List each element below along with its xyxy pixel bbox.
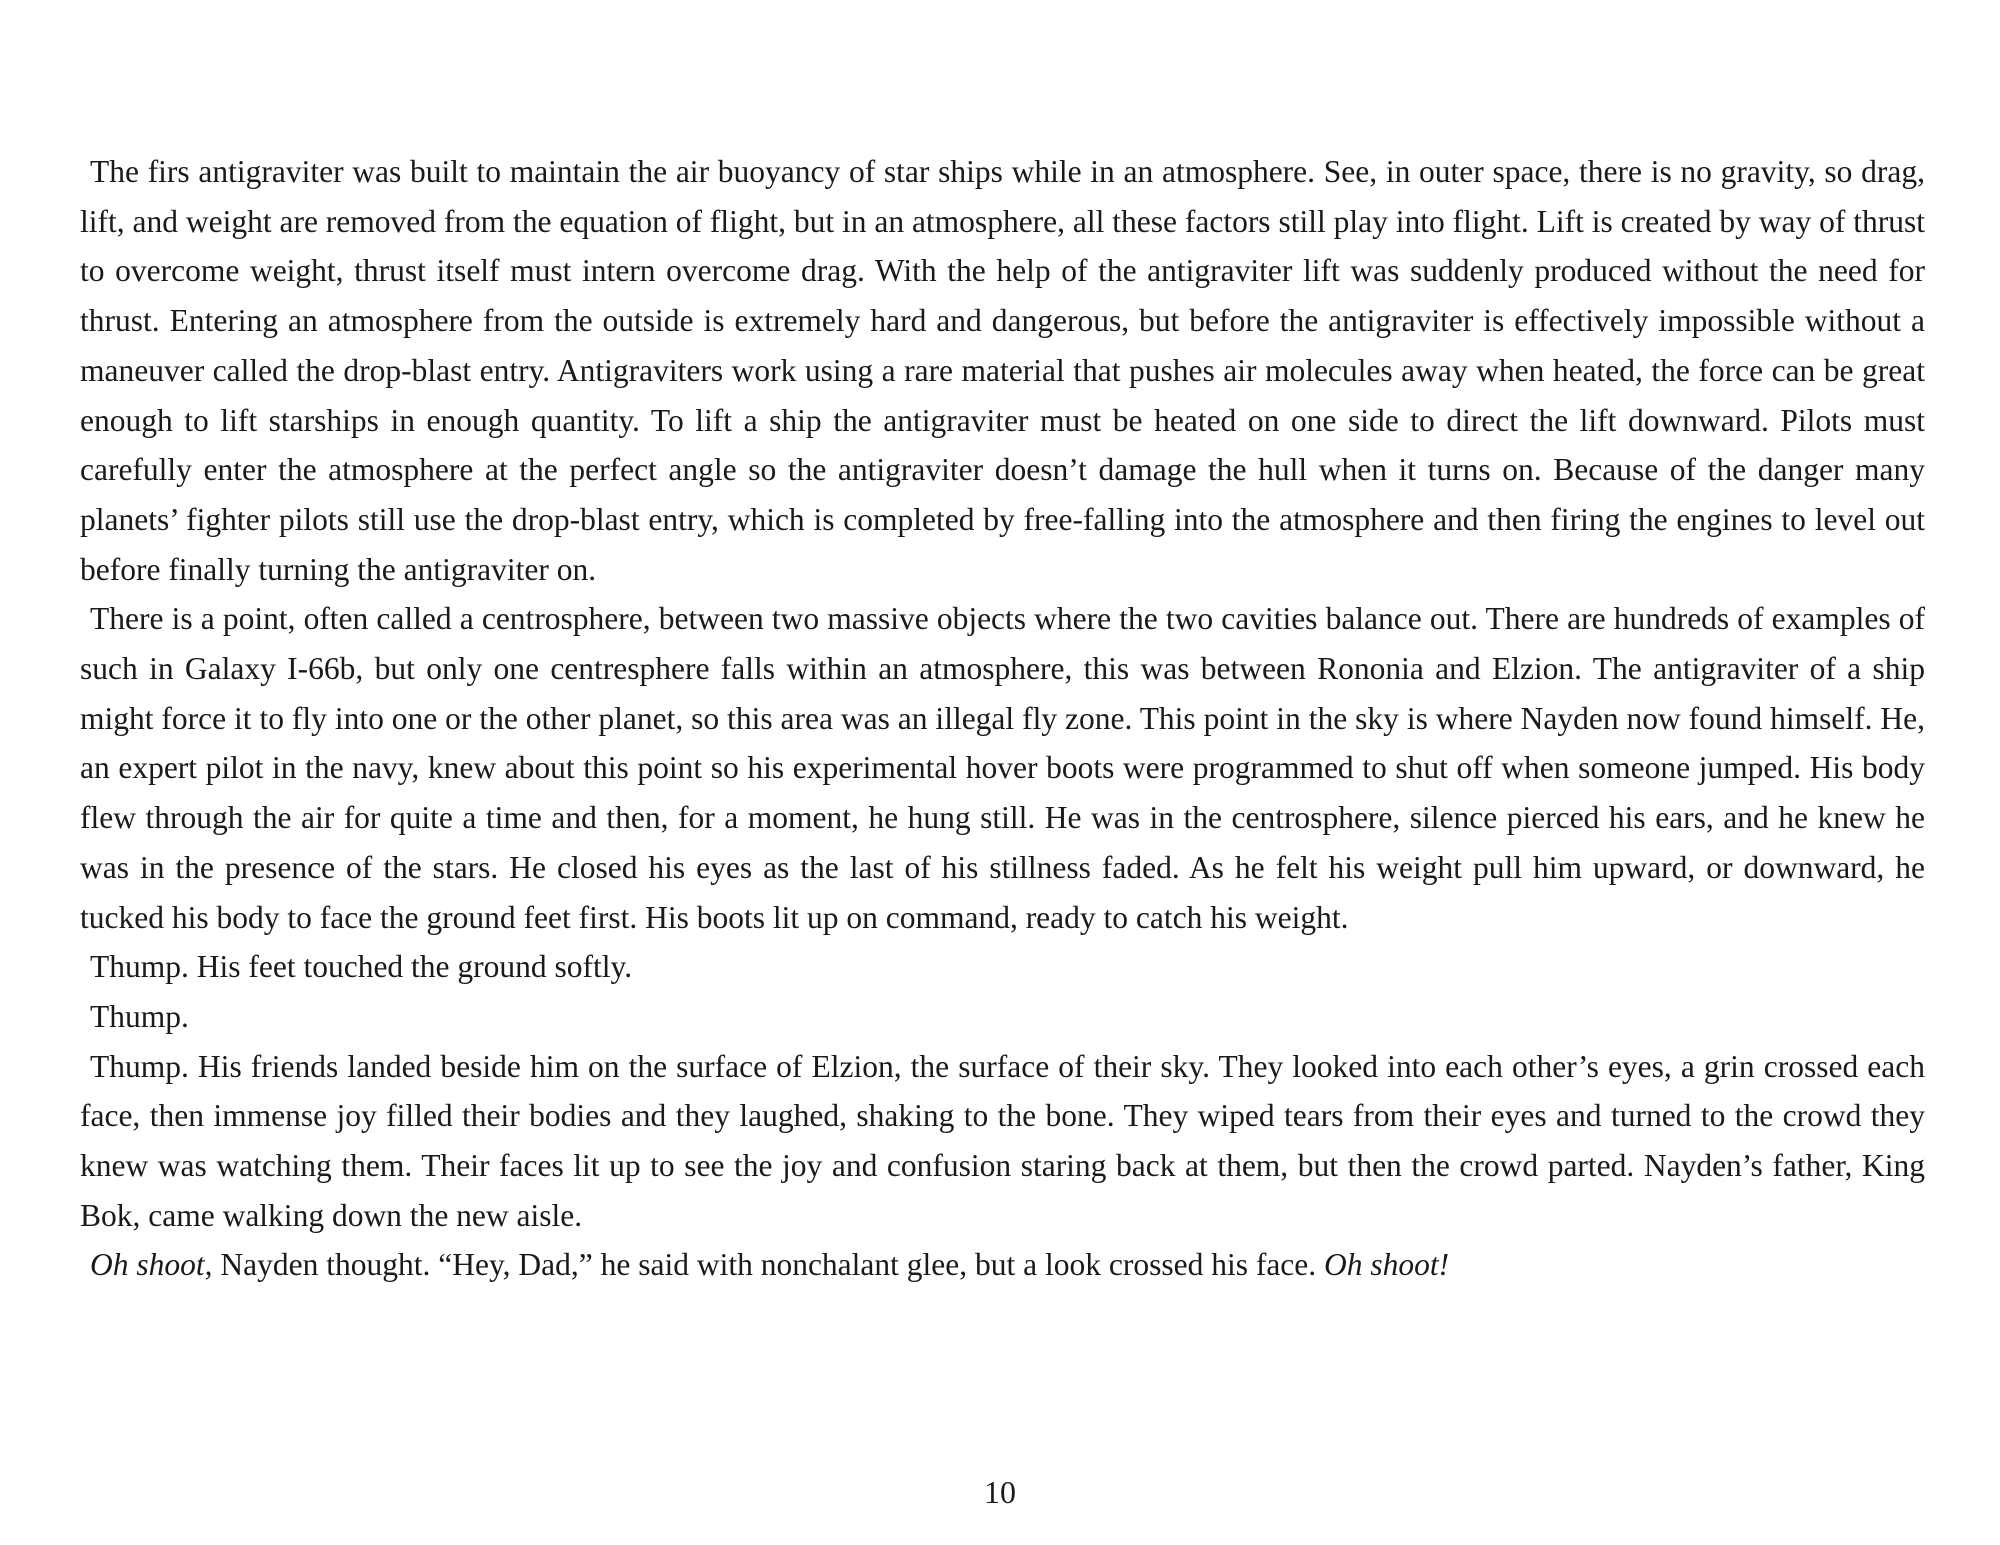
page-body	[80, 147, 1925, 1290]
italic-thought-start: Oh shoot	[90, 1247, 205, 1283]
paragraph-oh-shoot	[80, 1240, 1925, 1290]
paragraph-thump-1: Thump. His feet touched the ground softly.	[90, 949, 633, 985]
page-number: 10	[984, 1474, 1016, 1510]
paragraph-thump-2: Thump.	[90, 998, 189, 1034]
paragraph-thump-3: Thump. His friends landed beside him on the surface of Elzion, the surface of their sky. They looked into each other’s eyes, a grin crossed each face, then immense joy filled their bodies and they laughed, shaking to the bone. They wiped tears from their eyes and turned to the crowd they knew was watching them. Their faces lit up to see the joy and confusion staring back at them, but then the crowd parted. Nayden’s father, King Bok, came walking down the new aisle.	[80, 1048, 1925, 1233]
paragraph-antigraviter: The firs antigraviter was built to maintain the air buoyancy of star ships while in an atmosphere. See, in outer space, there is no gravity, so drag, lift, and weight are removed from the equation of flight, but in an atmosphere, all these factors still play into flight. Lift is created by way of thrust to overcome weight, thrust itself must intern overcome drag. With the help of the antigraviter lift was suddenly produced without the need for thrust. Entering an atmosphere from the outside is extremely hard and dangerous, but before the antigraviter is effectively impossible without a maneuver called the drop-blast entry. Antigraviters work using a rare material that pushes air molecules away when heated, the force can be great enough to lift starships in enough quantity. To lift a ship the antigraviter must be heated on one side to direct the lift downward. Pilots must carefully enter the atmosphere at the perfect angle so the antigraviter doesn’t damage the hull when it turns on. Because of the danger many planets’ fighter pilots still use the drop-blast entry, which is completed by free-falling into the atmosphere and then firing the engines to level out before finally turning the antigraviter on.	[80, 154, 1925, 587]
italic-thought-end: Oh shoot!	[1324, 1247, 1450, 1283]
dialogue-text: , Nayden thought. “Hey, Dad,” he said with nonchalant glee, but a look crossed his face.	[204, 1247, 1325, 1283]
paragraph-centrosphere: There is a point, often called a centrosphere, between two massive objects where the two cavities balance out. There are hundreds of examples of such in Galaxy I-66b, but only one centresphere falls within an atmosphere, this was between Rononia and Elzion. The antigraviter of a ship might force it to fly into one or the other planet, so this area was an illegal fly zone. This point in the sky is where Nayden now found himself. He, an expert pilot in the navy, knew about this point so his experimental hover boots were programmed to shut off when someone jumped. His body flew through the air for quite a time and then, for a moment, he hung still. He was in the centrosphere, silence pierced his ears, and he knew he was in the presence of the stars. He closed his eyes as the last of his stillness faded. As he felt his weight pull him upward, or downward, he tucked his body to face the ground feet first. His boots lit up on command, ready to catch his weight.	[80, 601, 1925, 935]
